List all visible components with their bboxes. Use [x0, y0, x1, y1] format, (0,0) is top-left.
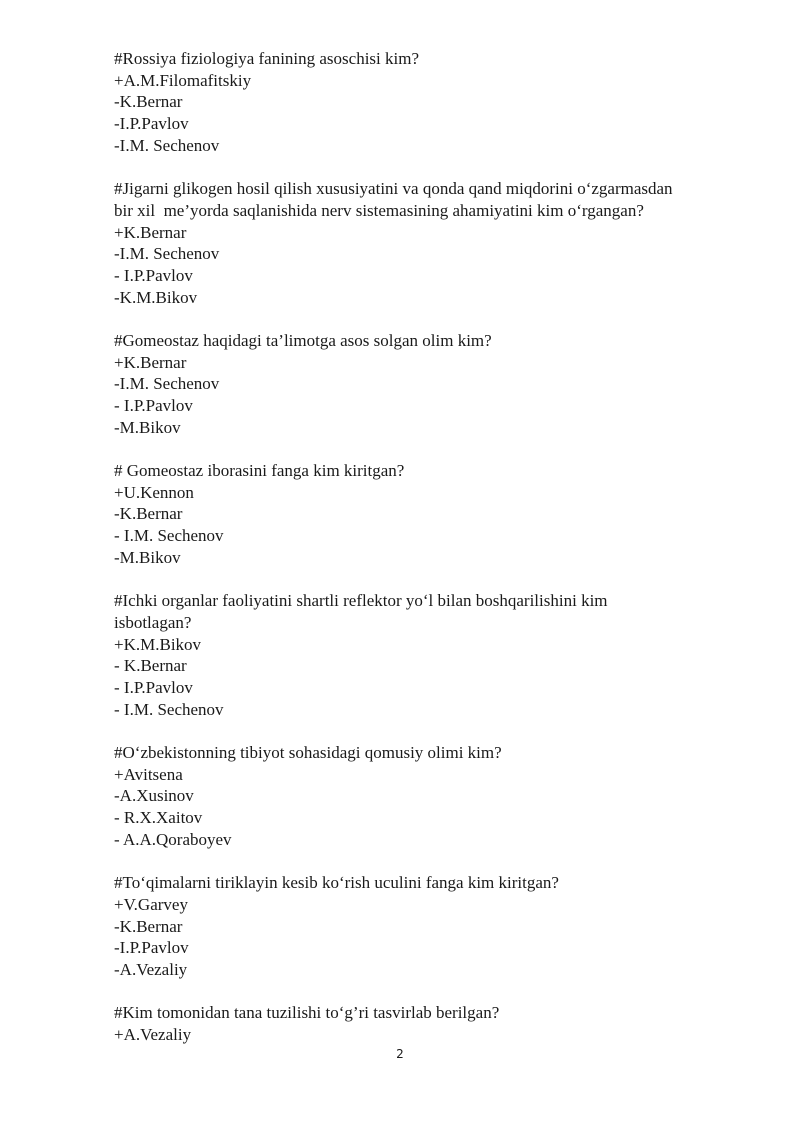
question-text-line: bir xil me’yorda saqlanishida nerv sistemasining ahamiyatini kim o‘rgangan? [114, 200, 644, 220]
question-text-line: #Jigarni glikogen hosil qilish xususiyatini va qonda qand miqdorini o‘zgarmasdan [114, 179, 673, 199]
question-block [114, 872, 734, 980]
answer-option: -A.Vezaliy [114, 959, 188, 979]
question-block [114, 460, 734, 568]
question-text: #To‘qimalarni tiriklayin kesib ko‘rish uculini fanga kim kiritgan? [114, 873, 559, 893]
question-text: #Gomeostaz haqidagi ta’limotga asos solgan olim kim? [114, 330, 492, 350]
answer-option: -K.Bernar [114, 92, 183, 112]
answer-option: - I.M. Sechenov [114, 699, 224, 719]
answer-option: - R.X.Xaitov [114, 808, 203, 828]
answer-option: -I.M. Sechenov [114, 135, 220, 155]
answer-option: +A.Vezaliy [114, 1024, 192, 1044]
answer-option: -K.Bernar [114, 916, 183, 936]
answer-option: -A.Xusinov [114, 786, 194, 806]
answer-option: +K.Bernar [114, 222, 187, 242]
answer-option: +A.M.Filomafitskiy [114, 70, 252, 90]
question-block [114, 742, 734, 850]
question-text: #Kim tomonidan tana tuzilishi to‘g’ri tasvirlab berilgan? [114, 1003, 500, 1023]
question-block [114, 590, 734, 720]
question-text: #O‘zbekistonning tibiyot sohasidagi qomusiy olimi kim? [114, 743, 502, 762]
answer-option: -I.M. Sechenov [114, 374, 220, 394]
answer-option: - I.M. Sechenov [114, 526, 224, 546]
answer-option: +U.Kennon [114, 482, 194, 502]
answer-option: -K.Bernar [114, 504, 183, 524]
answer-option: -M.Bikov [114, 417, 181, 437]
answer-option: +V.Garvey [114, 894, 188, 914]
answer-option: -I.P.Pavlov [114, 114, 189, 134]
question-text-line: #Ichki organlar faoliyatini shartli reflektor yo‘l bilan boshqarilishini kim [114, 591, 608, 611]
question-text: # Gomeostaz iborasini fanga kim kiritgan? [114, 461, 405, 481]
answer-option: - A.A.Qoraboyev [114, 829, 232, 849]
answer-option: -M.Bikov [114, 547, 181, 567]
answer-option: - I.P.Pavlov [114, 265, 193, 285]
question-block [114, 48, 734, 156]
question-list [114, 48, 734, 1067]
question-block [114, 1002, 734, 1045]
question-text: #Rossiya fiziologiya fanining asoschisi kim? [114, 49, 420, 68]
answer-option: -I.M. Sechenov [114, 244, 220, 264]
answer-option: +K.Bernar [114, 352, 187, 372]
answer-option: +Avitsena [114, 764, 183, 784]
question-block [114, 178, 734, 308]
answer-option: +K.M.Bikov [114, 634, 202, 654]
answer-option: - I.P.Pavlov [114, 677, 193, 697]
page-number: 2 [396, 1047, 404, 1061]
answer-option: - K.Bernar [114, 656, 187, 676]
question-block [114, 330, 734, 438]
question-text-line: isbotlagan? [114, 612, 192, 632]
answer-option: -K.M.Bikov [114, 287, 198, 307]
answer-option: - I.P.Pavlov [114, 396, 193, 415]
answer-option: -I.P.Pavlov [114, 938, 189, 958]
